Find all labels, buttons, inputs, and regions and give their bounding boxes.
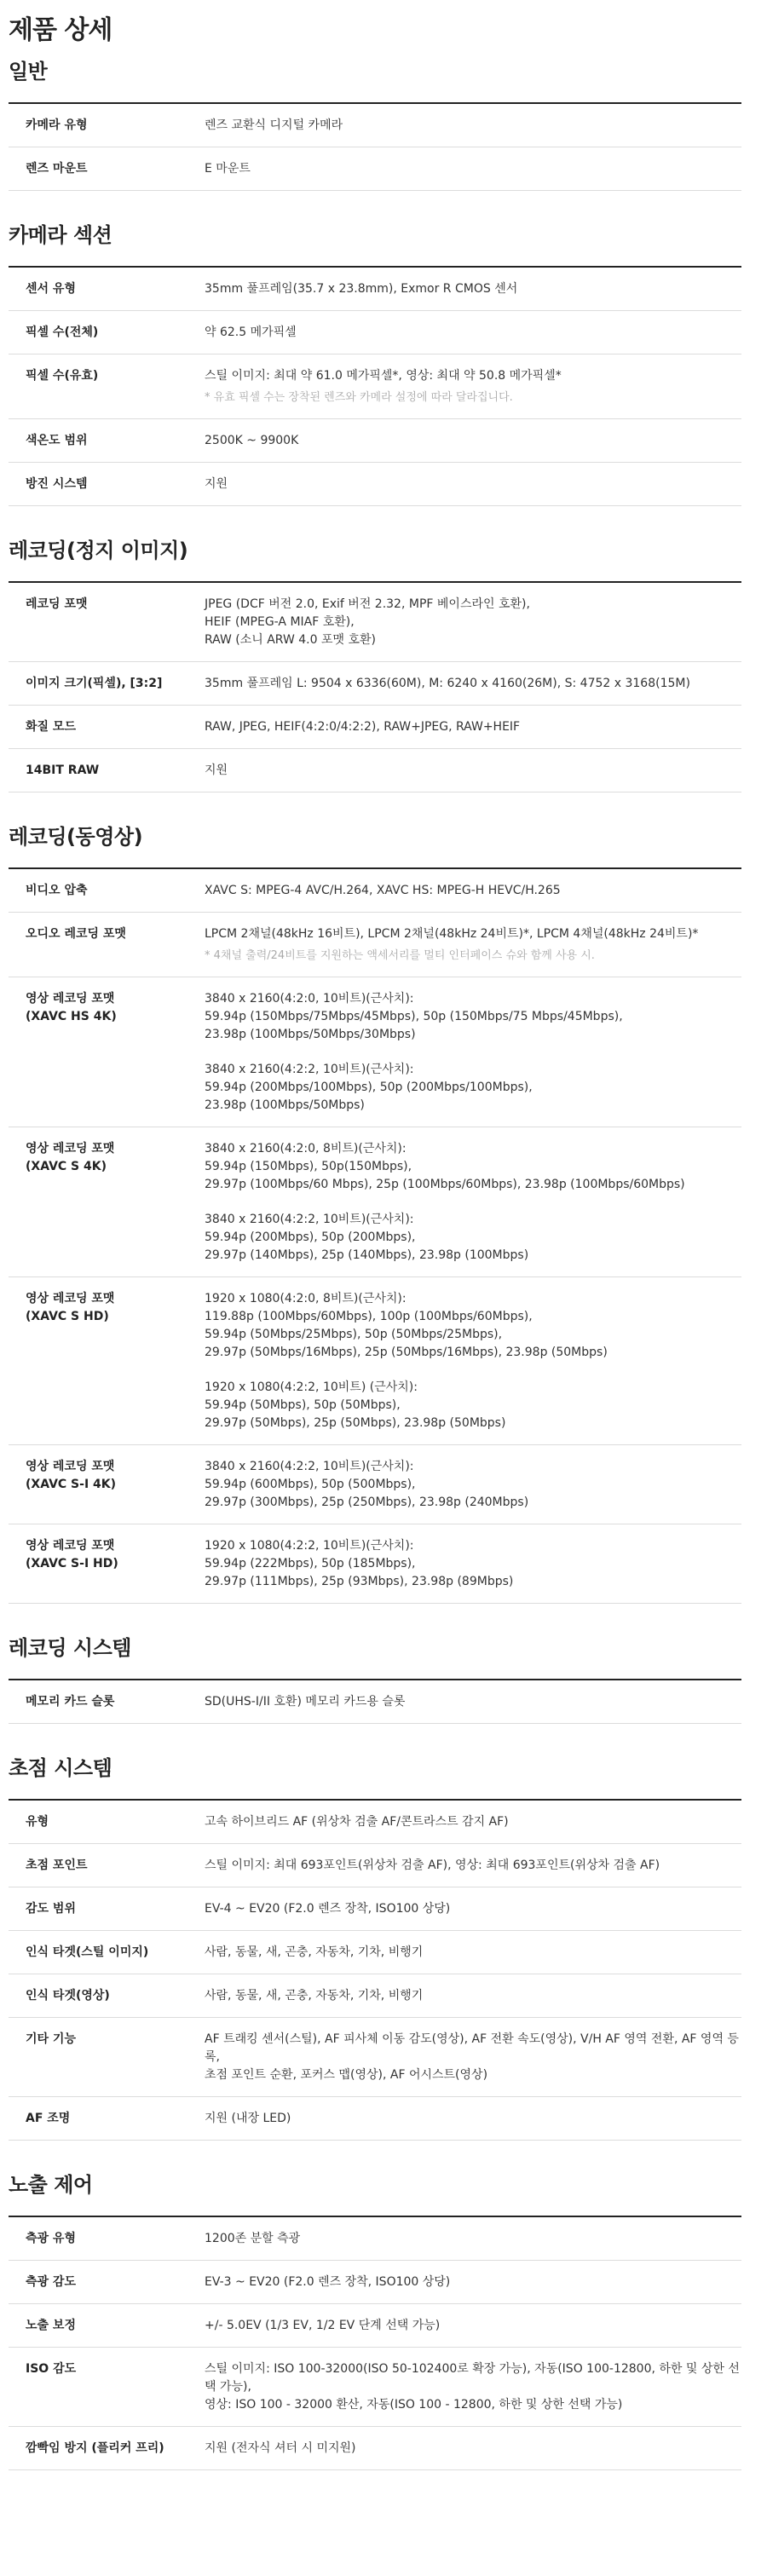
spec-value-text: 1920 x 1080(4:2:0, 8비트)(근사치): 119.88p (100Mbps/60Mbps), 100p (100Mbps/60Mbps), 59.94p (50Mbps/25Mbps), 50p (50Mbps/25Mbps), 29.97p (50Mbps/16Mbps), 25p (50Mbps/16Mbps), 23.98p (50Mbps) [205,1292,608,1359]
spec-row [9,2427,741,2470]
spec-value [205,432,741,450]
spec-value-text: 35mm 풀프레임 L: 9504 x 6336(60M), M: 6240 x 4160(26M), S: 4752 x 3168(15M) [205,677,690,690]
spec-row [9,311,741,354]
spec-table [9,266,741,506]
spec-value-text: 지원 [205,764,228,777]
spec-row [9,2261,741,2304]
spec-value-text: RAW, JPEG, HEIF(4:2:0/4:2:2), RAW+JPEG, RAW+HEIF [205,720,521,734]
spec-table [9,102,741,191]
spec-value-text: 사람, 동물, 새, 곤충, 자동차, 기차, 비행기 [205,1989,424,2003]
spec-value-text: E 마운트 [205,162,251,176]
spec-label: 측광 감도 [26,2275,76,2289]
spec-label: 노출 보정 [26,2319,76,2332]
spec-value-text: 스틸 이미지: 최대 693포인트(위상차 검출 AF), 영상: 최대 693포인트(위상차 검출 AF) [205,1859,660,1872]
spec-section [9,2141,741,2470]
spec-footnote: * 4채널 출력/24비트를 지원하는 액세서리를 멀티 인터페이스 슈와 함께 사용 시. [205,949,595,962]
spec-value-text: 1200존 분할 측광 [205,2232,301,2245]
spec-value-text: 지원 (전자식 셔터 시 미지원) [205,2441,356,2455]
spec-label: 비디오 압축 [26,884,88,897]
spec-value [205,1900,741,1918]
spec-label: 영상 레코딩 포맷 (XAVC S-I HD) [26,1539,118,1570]
spec-label: 렌즈 마운트 [26,162,88,176]
spec-sections [9,53,741,2470]
spec-row [9,2348,741,2427]
spec-value-text: 스틸 이미지: 최대 약 61.0 메가픽셀*, 영상: 최대 약 50.8 메가픽셀* [205,369,562,383]
spec-row [9,147,741,191]
spec-row [9,1931,741,1974]
spec-value [205,2273,741,2291]
spec-row [9,583,741,662]
spec-row [9,2217,741,2261]
spec-label: 화질 모드 [26,720,76,734]
spec-table [9,581,741,792]
spec-label: 방진 시스템 [26,477,88,491]
spec-label: 기타 기능 [26,2032,76,2046]
spec-label: 영상 레코딩 포맷 (XAVC HS 4K) [26,992,117,1023]
spec-value [205,1813,741,1831]
spec-value-text: XAVC S: MPEG-4 AVC/H.264, XAVC HS: MPEG-H HEVC/H.265 [205,884,561,897]
spec-row [9,1801,741,1844]
spec-row [9,977,741,1127]
spec-label: 오디오 레코딩 포맷 [26,927,126,941]
spec-value [205,1537,741,1591]
spec-value [205,2230,741,2248]
spec-value [205,1290,741,1432]
spec-label: 인식 타겟(스틸 이미지) [26,1945,149,1959]
spec-row [9,706,741,749]
spec-label: 카메라 유형 [26,118,88,132]
spec-value [205,990,741,1115]
spec-value [205,762,741,780]
spec-row [9,662,741,706]
spec-value [205,2031,741,2084]
section-title: 레코딩(동영상) [9,825,143,849]
spec-row [9,2304,741,2348]
spec-value-text: 스틸 이미지: ISO 100-32000(ISO 50-102400로 확장 가능), 자동(ISO 100-12800, 하한 및 상한 선택 가능), 영상: ISO 100 - 32000 환산, 자동(ISO 100 - 12800, 하한 및 상한 선택 가능) [205,2362,740,2412]
spec-label: 인식 타겟(영상) [26,1989,110,2003]
spec-row [9,268,741,311]
section-title: 레코딩 시스템 [9,1636,131,1660]
spec-label: 메모리 카드 슬롯 [26,1695,115,1709]
section-title: 일반 [9,60,48,84]
section-title: 카메라 섹션 [9,223,112,247]
spec-value [205,718,741,736]
spec-value-text: 35mm 풀프레임(35.7 x 23.8mm), Exmor R CMOS 센서 [205,282,518,296]
spec-value-text: LPCM 2채널(48kHz 16비트), LPCM 2채널(48kHz 24비트)*, LPCM 4채널(48kHz 24비트)* [205,927,699,941]
spec-value [205,2440,741,2458]
spec-section [9,1604,741,1724]
spec-row [9,1445,741,1524]
spec-value [205,2317,741,2335]
spec-label: AF 조명 [26,2112,71,2125]
spec-value [205,324,741,342]
spec-label: 레코딩 포맷 [26,597,88,611]
page-title: 제품 상세 [9,15,112,45]
spec-value-text: 고속 하이브리드 AF (위상차 검출 AF/콘트라스트 감지 AF) [205,1815,509,1829]
spec-label: 영상 레코딩 포맷 (XAVC S HD) [26,1292,115,1323]
spec-label: 색온도 범위 [26,434,88,447]
spec-value [205,675,741,693]
spec-value [205,1458,741,1512]
spec-label: 측광 유형 [26,2232,76,2245]
spec-value-text: 2500K ~ 9900K [205,434,299,447]
spec-footnote: * 유효 픽셀 수는 장착된 렌즈와 카메라 설정에 따라 달라집니다. [205,391,513,404]
spec-row [9,104,741,147]
spec-value-text: 지원 [205,477,228,491]
spec-value [205,1944,741,1962]
section-title: 레코딩(정지 이미지) [9,539,188,562]
spec-row [9,1277,741,1445]
spec-label: 초점 포인트 [26,1859,88,1872]
spec-value-text: 3840 x 2160(4:2:2, 10비트)(근사치): 59.94p (200Mbps), 50p (200Mbps), 29.97p (140Mbps), 25p (140Mbps), 23.98p (100Mbps) [205,1213,529,1262]
spec-value [205,882,741,900]
spec-value-text: 3840 x 2160(4:2:2, 10비트)(근사치): 59.94p (200Mbps/100Mbps), 50p (200Mbps/100Mbps), 23.98p (100Mbps/50Mbps) [205,1063,533,1112]
spec-value-text: 3840 x 2160(4:2:0, 8비트)(근사치): 59.94p (150Mbps), 50p(150Mbps), 29.97p (100Mbps/60 Mbps), 25p (100Mbps/60Mbps), 23.98p (100Mbps/60Mbps) [205,1142,685,1191]
spec-value [205,367,741,406]
spec-label: ISO 감도 [26,2362,77,2376]
spec-value-text: SD(UHS-I/II 호환) 메모리 카드용 슬롯 [205,1695,406,1709]
spec-section [9,53,741,191]
spec-value [205,117,741,135]
spec-value [205,1140,741,1265]
spec-value-text: AF 트래킹 센서(스틸), AF 피사체 이동 감도(영상), AF 전환 속도(영상), V/H AF 영역 전환, AF 영역 등록, 초점 포인트 순환, 포커스 맵(영상), AF 어시스트(영상) [205,2032,739,2082]
spec-label: 14BIT RAW [26,764,100,777]
spec-section [9,506,741,792]
spec-table [9,1679,741,1724]
spec-row [9,419,741,463]
spec-value-text: 약 62.5 메가픽셀 [205,326,297,339]
spec-value [205,160,741,178]
spec-label: 영상 레코딩 포맷 (XAVC S 4K) [26,1142,115,1173]
spec-row [9,869,741,913]
spec-label: 깜빡임 방지 (플리커 프리) [26,2441,164,2455]
spec-section [9,1724,741,2141]
spec-row [9,463,741,506]
spec-value [205,1693,741,1711]
spec-value-text: 지원 (내장 LED) [205,2112,291,2125]
spec-value-text: EV-3 ~ EV20 (F2.0 렌즈 장착, ISO100 상당) [205,2275,451,2289]
spec-row [9,1887,741,1931]
spec-value-text: EV-4 ~ EV20 (F2.0 렌즈 장착, ISO100 상당) [205,1902,451,1916]
spec-table [9,1799,741,2141]
spec-row [9,354,741,419]
spec-table [9,867,741,1604]
spec-value [205,2360,741,2414]
spec-value [205,2110,741,2128]
spec-value [205,925,741,965]
spec-value [205,475,741,493]
spec-row [9,1127,741,1277]
spec-label: 유형 [26,1815,49,1829]
spec-value [205,280,741,298]
spec-value [205,1857,741,1875]
spec-value-text: 3840 x 2160(4:2:2, 10비트)(근사치): 59.94p (600Mbps), 50p (500Mbps), 29.97p (300Mbps), 25p (250Mbps), 23.98p (240Mbps) [205,1460,529,1509]
spec-table [9,2216,741,2470]
spec-label: 이미지 크기(픽셀), [3:2] [26,677,163,690]
spec-row [9,1680,741,1724]
spec-label: 픽셀 수(유효) [26,369,99,383]
section-title: 초점 시스템 [9,1756,112,1780]
spec-row [9,749,741,792]
spec-value-text: 1920 x 1080(4:2:2, 10비트) (근사치): 59.94p (50Mbps), 50p (50Mbps), 29.97p (50Mbps), 25p (50Mbps), 23.98p (50Mbps) [205,1380,506,1430]
spec-value-text: 렌즈 교환식 디지털 카메라 [205,118,343,132]
spec-label: 센서 유형 [26,282,76,296]
spec-value-text: +/- 5.0EV (1/3 EV, 1/2 EV 단계 선택 가능) [205,2319,441,2332]
section-title: 노출 제어 [9,2173,93,2197]
spec-value [205,596,741,649]
spec-section [9,792,741,1604]
spec-value [205,1987,741,2005]
spec-row [9,1844,741,1887]
spec-row [9,1974,741,2018]
spec-label: 영상 레코딩 포맷 (XAVC S-I 4K) [26,1460,117,1491]
spec-row [9,2097,741,2141]
spec-value-text: 1920 x 1080(4:2:2, 10비트)(근사치): 59.94p (222Mbps), 50p (185Mbps), 29.97p (111Mbps), 25p (93Mbps), 23.98p (89Mbps) [205,1539,514,1588]
spec-label: 감도 범위 [26,1902,76,1916]
spec-row [9,2018,741,2097]
spec-label: 픽셀 수(전체) [26,326,99,339]
spec-row [9,1524,741,1604]
spec-value-text: 사람, 동물, 새, 곤충, 자동차, 기차, 비행기 [205,1945,424,1959]
spec-row [9,913,741,977]
spec-value-text: JPEG (DCF 버전 2.0, Exif 버전 2.32, MPF 베이스라인 호환), HEIF (MPEG-A MIAF 호환), RAW (소니 ARW 4.0 포맷 호환) [205,597,530,647]
spec-section [9,191,741,506]
spec-value-text: 3840 x 2160(4:2:0, 10비트)(근사치): 59.94p (150Mbps/75Mbps/45Mbps), 50p (150Mbps/75 Mbps/45Mbps), 23.98p (100Mbps/50Mbps/30Mbps) [205,992,623,1041]
